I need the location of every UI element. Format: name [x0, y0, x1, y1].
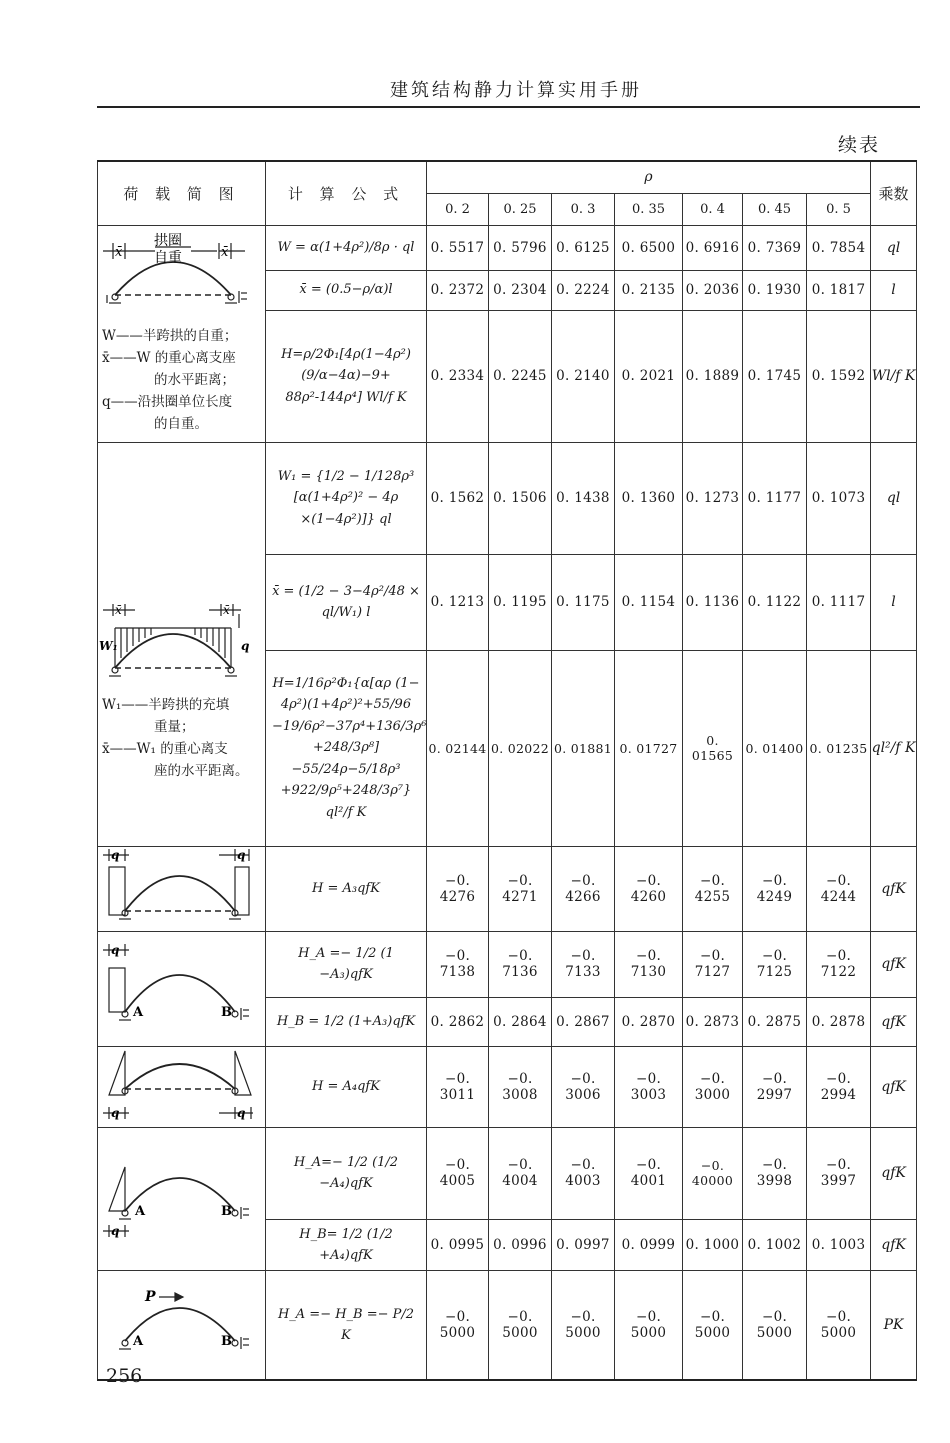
load-diagram-one-side-uniform	[98, 931, 266, 1046]
multiplier-cell: qfK	[871, 846, 917, 931]
load-diagram-triangular-one	[98, 1127, 266, 1271]
self-weight-notes	[98, 323, 265, 439]
value-cell: 0. 6125	[552, 225, 615, 270]
value-cell: 0. 2036	[683, 270, 743, 310]
header-rule	[97, 106, 920, 108]
value-cell: −0. 3998	[743, 1127, 807, 1219]
support-b-label: B	[220, 1334, 232, 1350]
arch-self-weight-diagram	[99, 229, 265, 319]
value-cell: −0. 3011	[427, 1046, 489, 1127]
value-cell: 0. 1117	[807, 554, 871, 650]
continued-label: 续表	[838, 134, 881, 156]
formula-cell: H=1/16ρ²Φ₁{α[αρ (1− 4ρ²)(1+4ρ²)²+55/96 −19/6ρ²−37ρ⁴+136/3ρ⁶ +248/3ρ⁸]−55/24ρ−5/18ρ³ +922/9ρ⁵+248/3ρ⁷} ql²/f K	[266, 650, 427, 846]
value-cell: −0. 5000	[489, 1271, 552, 1381]
value-cell: 0. 2875	[743, 998, 807, 1046]
formula-cell: H=ρ/2Φ₁[4ρ(1−4ρ²) (9/α−4α)−9+ 88ρ²-144ρ⁴] Wl/f K	[266, 310, 427, 442]
value-cell: 0. 6916	[683, 225, 743, 270]
value-cell: −0. 4266	[552, 846, 615, 931]
q-label: q	[110, 1223, 119, 1238]
load-diagram-point-load	[98, 1271, 266, 1381]
load-diagram-fill-weight	[98, 442, 266, 846]
q-label: q	[110, 942, 119, 957]
value-cell: 0. 1175	[552, 554, 615, 650]
value-cell: 0. 1213	[427, 554, 489, 650]
value-cell: 0. 0999	[615, 1219, 683, 1271]
note-line: 的自重。	[154, 415, 208, 432]
value-cell: −0. 4244	[807, 846, 871, 931]
note-line: q——沿拱圈单位长度	[102, 393, 233, 410]
q-label: q	[110, 847, 119, 862]
value-cell: −0. 4004	[489, 1127, 552, 1219]
formula-cell: H = A₃qfK	[266, 846, 427, 931]
value-cell: −0. 4003	[552, 1127, 615, 1219]
rho-value: 0. 4	[683, 193, 743, 225]
value-cell: 0. 1745	[743, 310, 807, 442]
value-cell: −0. 7125	[743, 931, 807, 998]
rho-value: 0. 45	[743, 193, 807, 225]
value-cell: 0. 6500	[615, 225, 683, 270]
support-a-label: A	[134, 1203, 145, 1219]
table-row	[98, 1271, 917, 1381]
value-cell: −0. 4001	[615, 1127, 683, 1219]
load-diagram-horizontal-uniform	[98, 846, 266, 931]
multiplier-cell: ql²/f K	[871, 650, 917, 846]
value-cell: −0. 5000	[552, 1271, 615, 1381]
value-cell: 0. 1122	[743, 554, 807, 650]
value-cell: 0. 0995	[427, 1219, 489, 1271]
value-cell: −0. 7133	[552, 931, 615, 998]
value-cell: 0. 5796	[489, 225, 552, 270]
rho-value: 0. 3	[552, 193, 615, 225]
formula-cell: H = A₄qfK	[266, 1046, 427, 1127]
table-row	[98, 442, 917, 554]
value-cell: 0. 1195	[489, 554, 552, 650]
value-cell: 0. 5517	[427, 225, 489, 270]
note-line: 座的水平距离。	[154, 763, 249, 779]
value-cell: −0. 4271	[489, 846, 552, 931]
value-cell: 0. 2334	[427, 310, 489, 442]
value-cell: 0. 1930	[743, 270, 807, 310]
multiplier-cell: l	[871, 270, 917, 310]
arch-point-load-diagram	[99, 1271, 265, 1375]
value-cell: −0. 7136	[489, 931, 552, 998]
rho-value: 0. 5	[807, 193, 871, 225]
q-label: q	[236, 847, 245, 862]
formula-cell: H_A =− 1/2 (1 −A₃)qfK	[266, 931, 427, 998]
value-cell: 0. 1002	[743, 1219, 807, 1271]
multiplier-cell: Wl/f K	[871, 310, 917, 442]
value-cell: 0. 1000	[683, 1219, 743, 1271]
table-row	[98, 1127, 917, 1219]
formula-cell: H_B= 1/2 (1/2 +A₄)qfK	[266, 1219, 427, 1271]
support-b-label: B	[220, 1004, 232, 1020]
w1-label: W₁	[98, 639, 118, 653]
value-cell: 0. 0997	[552, 1219, 615, 1271]
q-label: q	[240, 639, 249, 653]
value-cell: 0. 01235	[807, 650, 871, 846]
formula-cell: x̄ = (0.5−ρ/α)l	[266, 270, 427, 310]
value-cell: −0. 5000	[683, 1271, 743, 1381]
value-cell: −0. 7122	[807, 931, 871, 998]
value-cell: −0. 4276	[427, 846, 489, 931]
table-row	[98, 931, 917, 998]
note-line: W₁——半跨拱的充填	[102, 697, 230, 713]
value-cell: 0. 0996	[489, 1219, 552, 1271]
formula-cell: W₁ = {1/2 − 1/128ρ³ [α(1+4ρ²)² − 4ρ ×(1−4ρ²)]} ql	[266, 442, 427, 554]
multiplier-cell: qfK	[871, 931, 917, 998]
value-cell: 0. 1073	[807, 442, 871, 554]
q-label: q	[236, 1105, 245, 1120]
header-load-diagram: 荷 载 简 图	[98, 161, 266, 225]
value-cell: 0. 02022	[489, 650, 552, 846]
multiplier-cell: ql	[871, 442, 917, 554]
value-cell: 0. 2224	[552, 270, 615, 310]
formula-cell: H_B = 1/2 (1+A₃)qfK	[266, 998, 427, 1046]
formula-cell: H_A=− 1/2 (1/2 −A₄)qfK	[266, 1127, 427, 1219]
value-cell: 0. 2864	[489, 998, 552, 1046]
value-cell: 0. 7854	[807, 225, 871, 270]
formula-cell: W = α(1+4ρ²)/8ρ · ql	[266, 225, 427, 270]
arch-horizontal-uniform-diagram	[99, 847, 265, 927]
value-cell: −0. 5000	[743, 1271, 807, 1381]
value-cell: −0. 4260	[615, 846, 683, 931]
value-cell: 0. 1506	[489, 442, 552, 554]
arch-one-side-uniform-diagram	[99, 932, 265, 1042]
value-cell: 0. 2135	[615, 270, 683, 310]
fill-weight-notes	[98, 692, 265, 786]
value-cell: 0. 2304	[489, 270, 552, 310]
load-diagram-self-weight	[98, 225, 266, 442]
value-cell: −0. 7138	[427, 931, 489, 998]
value-cell: 0. 2140	[552, 310, 615, 442]
multiplier-cell: l	[871, 554, 917, 650]
formula-table	[97, 160, 917, 1381]
q-label: q	[110, 1105, 119, 1120]
note-line: W——半跨拱的自重；	[102, 327, 238, 344]
formula-cell: H_A =− H_B =− P/2 K	[266, 1271, 427, 1381]
value-cell: −0. 3997	[807, 1127, 871, 1219]
table-row	[98, 1046, 917, 1127]
xbar-label: x̄	[222, 603, 230, 617]
value-cell: −0. 4249	[743, 846, 807, 931]
value-cell: 0. 1136	[683, 554, 743, 650]
value-cell: 0. 01727	[615, 650, 683, 846]
value-cell: 0. 01400	[743, 650, 807, 846]
value-cell: 0. 1360	[615, 442, 683, 554]
value-cell: 0. 2372	[427, 270, 489, 310]
rho-value: 0. 35	[615, 193, 683, 225]
arch-fill-diagram	[99, 602, 265, 688]
value-cell: 0. 2870	[615, 998, 683, 1046]
support-a-label: A	[132, 1004, 143, 1020]
value-cell: 0. 7369	[743, 225, 807, 270]
arch-triangular-both-diagram	[99, 1047, 265, 1123]
page-number: 256	[106, 1365, 143, 1387]
value-cell: −0. 3006	[552, 1046, 615, 1127]
value-cell: −0. 5000	[807, 1271, 871, 1381]
multiplier-cell: qfK	[871, 1127, 917, 1219]
xbar-label: x̄	[114, 603, 122, 617]
formula-cell: x̄ = (1/2 − 3−4ρ²/48 × ql/W₁) l	[266, 554, 427, 650]
note-line: x̄——W 的重心离支座	[102, 349, 236, 366]
multiplier-cell: PK	[871, 1271, 917, 1381]
value-cell: 0. 01565	[683, 650, 743, 846]
header-rho: ρ	[427, 161, 871, 193]
multiplier-cell: qfK	[871, 998, 917, 1046]
page-header: 建筑结构静力计算实用手册	[390, 80, 642, 101]
multiplier-cell: ql	[871, 225, 917, 270]
value-cell: 0. 2867	[552, 998, 615, 1046]
note-line: x̄——W₁ 的重心离支	[102, 741, 228, 757]
header-formula: 计 算 公 式	[266, 161, 427, 225]
value-cell: 0. 2245	[489, 310, 552, 442]
arch-triangular-one-diagram	[99, 1137, 265, 1257]
value-cell: −0. 5000	[427, 1271, 489, 1381]
value-cell: −0. 2994	[807, 1046, 871, 1127]
value-cell: 0. 01881	[552, 650, 615, 846]
value-cell: 0. 2878	[807, 998, 871, 1046]
value-cell: 0. 1889	[683, 310, 743, 442]
note-line: 重量；	[154, 719, 195, 735]
value-cell: 0. 1817	[807, 270, 871, 310]
xbar-label: x̄	[114, 244, 122, 260]
support-b-label: B	[220, 1203, 232, 1219]
rho-value: 0. 2	[427, 193, 489, 225]
table-row	[98, 846, 917, 931]
value-cell: −0. 3000	[683, 1046, 743, 1127]
value-cell: 0. 2873	[683, 998, 743, 1046]
xbar-label: x̄	[220, 244, 228, 260]
value-cell: −0. 7130	[615, 931, 683, 998]
value-cell: 0. 1177	[743, 442, 807, 554]
value-cell: −0. 2997	[743, 1046, 807, 1127]
value-cell: −0. 3008	[489, 1046, 552, 1127]
value-cell: 0. 1154	[615, 554, 683, 650]
value-cell: 0. 2862	[427, 998, 489, 1046]
load-diagram-triangular-both	[98, 1046, 266, 1127]
value-cell: 0. 1562	[427, 442, 489, 554]
arch-label: 拱圈	[153, 232, 182, 249]
rho-value: 0. 25	[489, 193, 552, 225]
value-cell: −0. 4255	[683, 846, 743, 931]
value-cell: 0. 1273	[683, 442, 743, 554]
multiplier-cell: qfK	[871, 1219, 917, 1271]
value-cell: 0. 2021	[615, 310, 683, 442]
value-cell: −0. 4005	[427, 1127, 489, 1219]
value-cell: −0. 40000	[683, 1127, 743, 1219]
value-cell: 0. 1438	[552, 442, 615, 554]
table-row	[98, 225, 917, 270]
value-cell: −0. 3003	[615, 1046, 683, 1127]
value-cell: −0. 5000	[615, 1271, 683, 1381]
value-cell: 0. 02144	[427, 650, 489, 846]
value-cell: 0. 1592	[807, 310, 871, 442]
point-load-label: P	[144, 1289, 156, 1306]
header-multiplier: 乘数	[871, 161, 917, 225]
note-line: 的水平距离；	[154, 371, 235, 388]
self-weight-label: 自重	[153, 249, 182, 266]
support-a-label: A	[132, 1334, 143, 1350]
multiplier-cell: qfK	[871, 1046, 917, 1127]
value-cell: −0. 7127	[683, 931, 743, 998]
value-cell: 0. 1003	[807, 1219, 871, 1271]
